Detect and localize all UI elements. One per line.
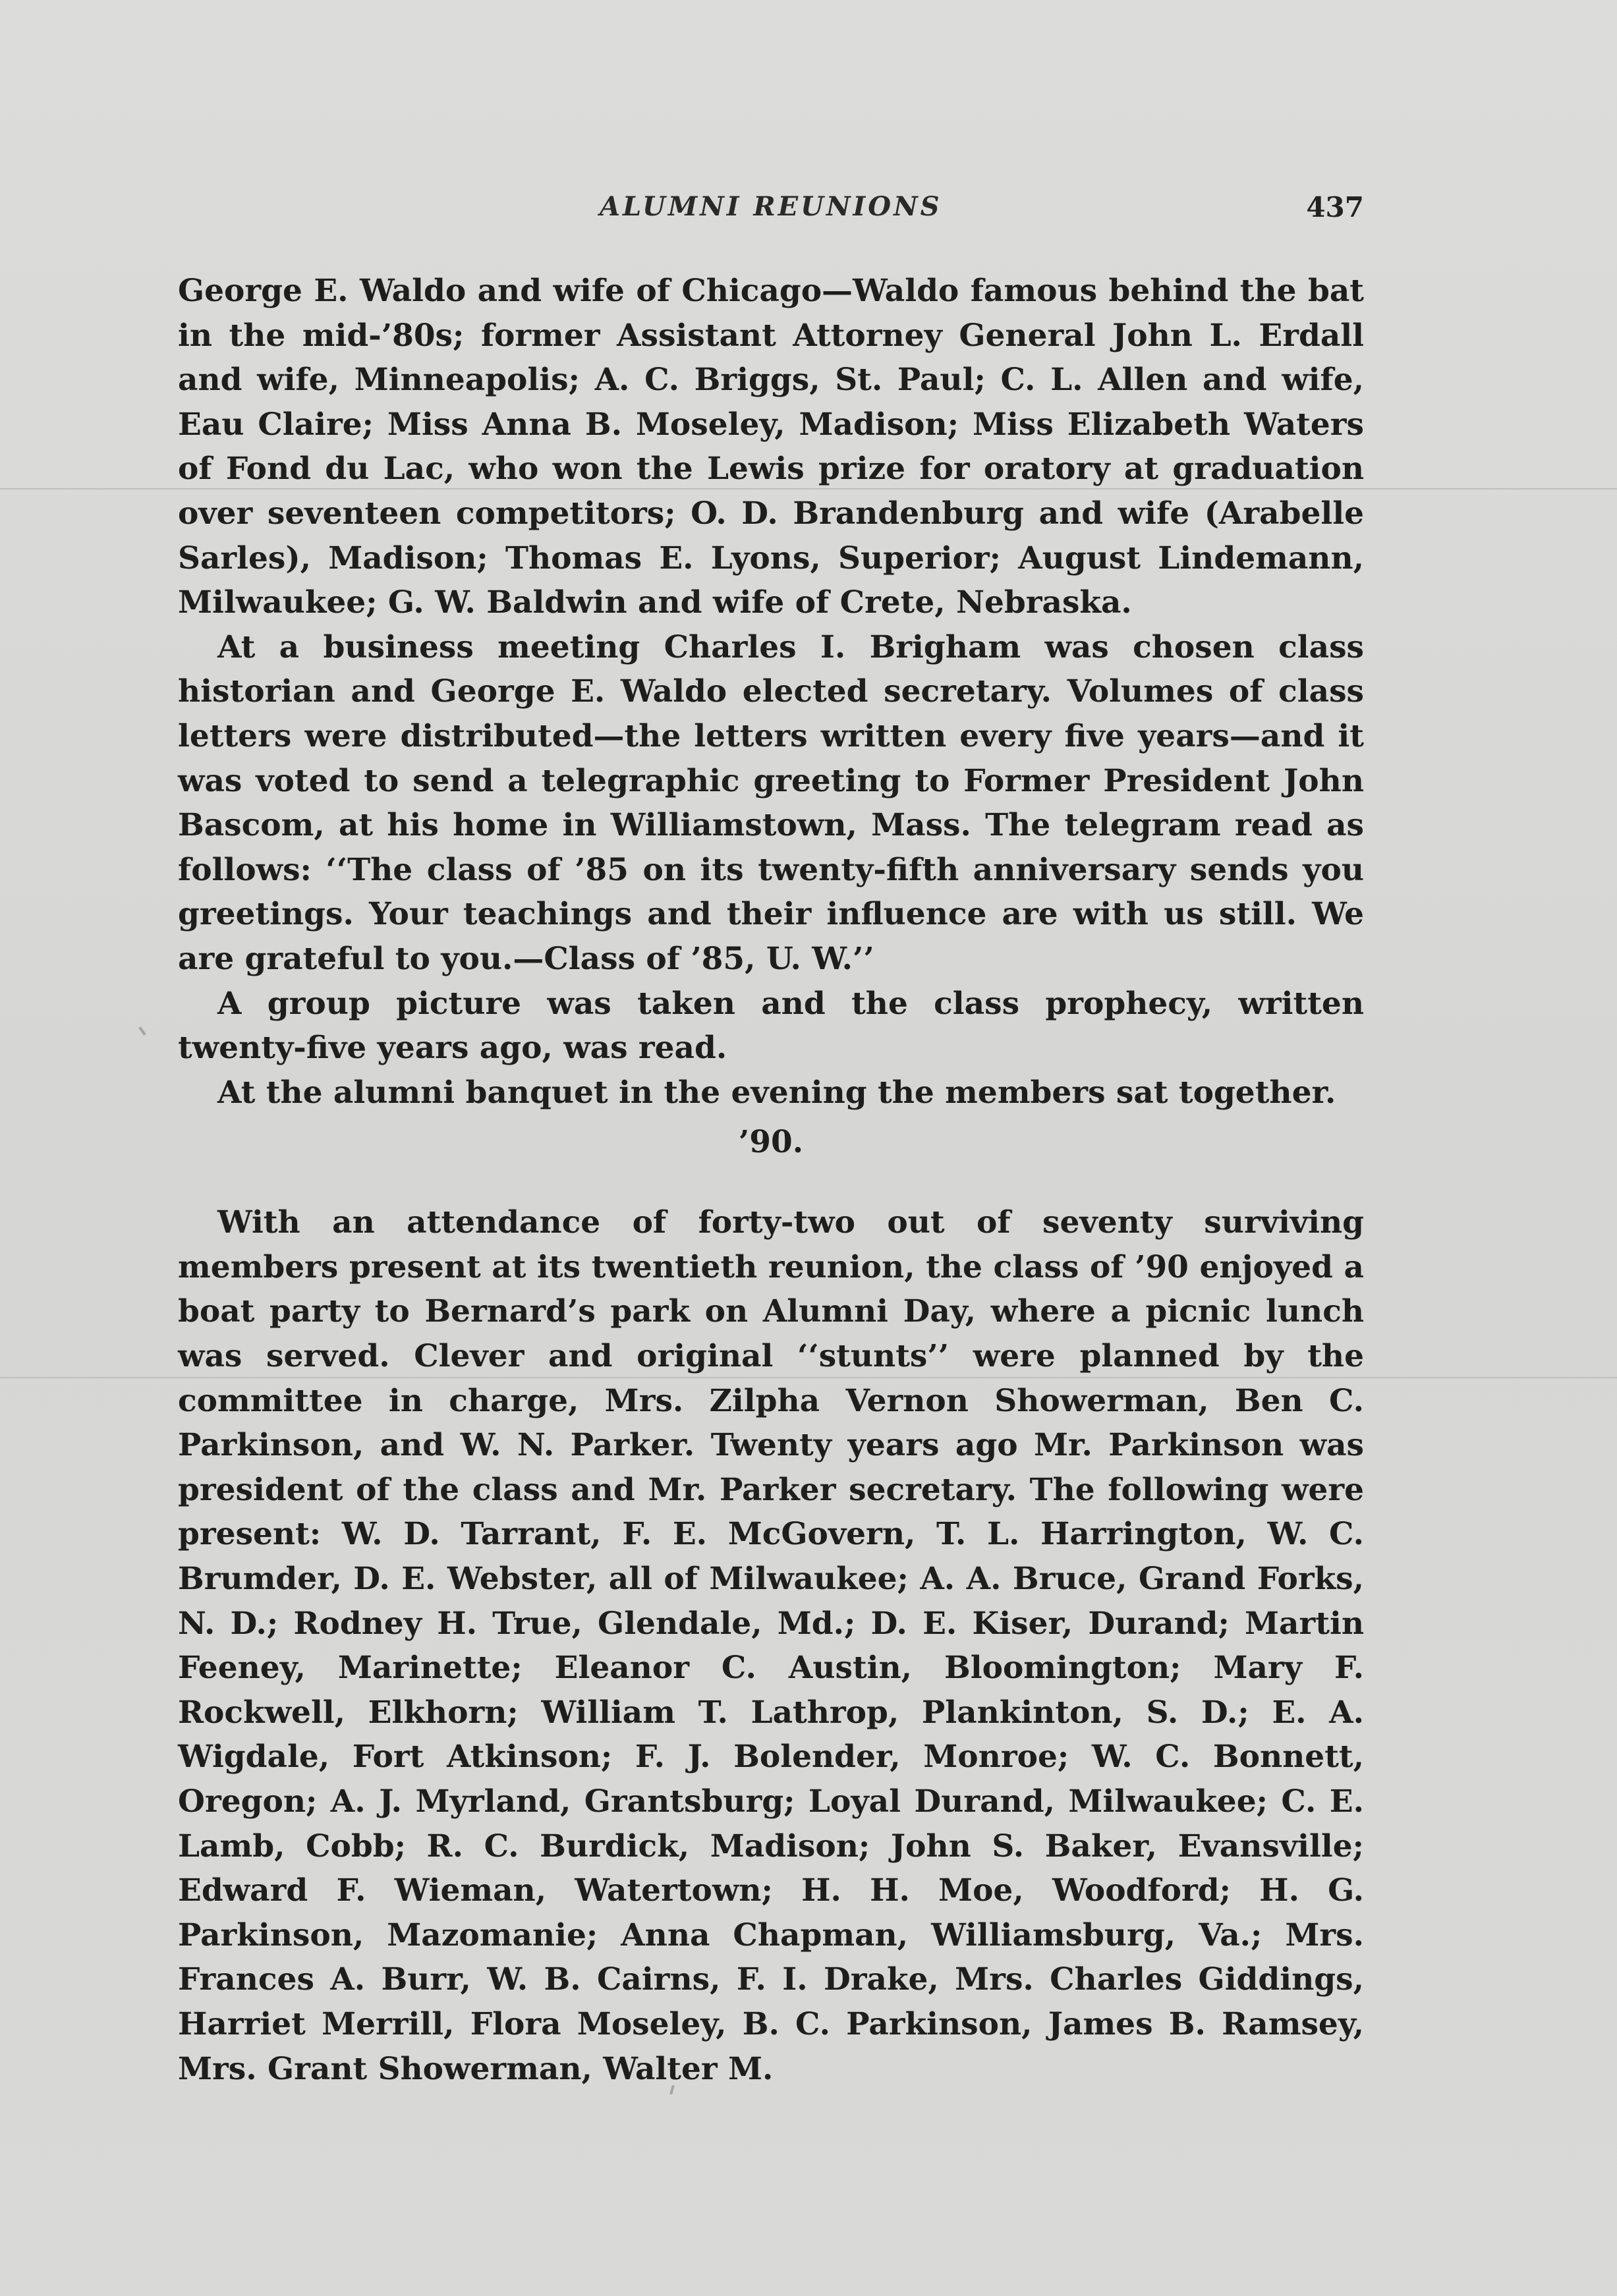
page-body bbox=[178, 269, 1364, 2091]
paragraph: At the alumni banquet in the evening the members sat together. bbox=[217, 1074, 1336, 1111]
section-heading: ’90. bbox=[738, 1124, 804, 1161]
paragraph: At a business meeting Charles I. Brigham was chosen class historian and George E. Waldo elected secretary. Volumes of class letters were distributed—the letters written every five years—and it was voted to send a telegraphic greeting to Former President John Bascom, at his home in Williamstown, Mass. The telegram read as follows: ‘‘The class of ’85 on its twenty-fifth anniversary sends you greetings. Your teachings and their influence are with us still. We are grateful to you.—Class of ’85, U. W.’’ bbox=[178, 629, 1364, 977]
paragraph: A group picture was taken and the class prophecy, written twenty-five years ago, was read. bbox=[178, 985, 1364, 1067]
paragraph: With an attendance of forty-two out of seventy surviving members present at its twentieth reunion, the class of ’90 enjoyed a boat party to Bernard’s park on Alumni Day, where a picnic lunch was served. Clever and original ‘‘stunts’’ were planned by the committee in charge, Mrs. Zilpha Vernon Showerman, Ben C. Parkinson, and W. N. Parker. Twenty years ago Mr. Parkinson was president of the class and Mr. Parker secretary. The following were present: W. D. Tarrant, F. E. McGovern, T. L. Harrington, W. C. Brumder, D. E. Webster, all of Milwaukee; A. A. Bruce, Grand Forks, N. D.; Rodney H. True, Glendale, Md.; D. E. Kiser, Durand; Martin Feeney, Marinette; Eleanor C. Austin, Bloomington; Mary F. Rockwell, Elkhorn; William T. Lathrop, Plankinton, S. D.; E. A. Wigdale, Fort Atkinson; F. J. Bolender, Monroe; W. C. Bonnett, Oregon; A. J. Myrland, Grantsburg; Loyal Durand, Milwaukee; C. E. Lamb, Cobb; R. C. Burdick, Madison; John S. Baker, Evansville; Edward F. Wieman, Watertown; H. H. Moe, Woodford; H. G. Parkinson, Mazomanie; Anna Chapman, Williamsburg, Va.; Mrs. Frances A. Burr, W. B. Cairns, F. I. Drake, Mrs. Charles Giddings, Harriet Merrill, Flora Moseley, B. C. Parkinson, James B. Ramsey, Mrs. Grant Showerman, Walter M. bbox=[178, 1204, 1364, 2087]
paragraph: George E. Waldo and wife of Chicago—Waldo famous behind the bat in the mid-’80s; former Assistant Attorney General John L. Erdall and wife, Minneapolis; A. C. Briggs, St. Paul; C. L. Allen and wife, Eau Claire; Miss Anna B. Moseley, Madison; Miss Elizabeth Waters of Fond du Lac, who won the Lewis prize for oratory at graduation over seventeen competitors; O. D. Brandenburg and wife (Arabelle Sarles), Madison; Thomas E. Lyons, Superior; August Lindemann, Milwaukee; G. W. Baldwin and wife of Crete, Nebraska. bbox=[178, 273, 1364, 621]
page-number: 437 bbox=[1306, 191, 1364, 223]
page-header bbox=[178, 191, 1364, 231]
running-title: ALUMNI REUNIONS bbox=[600, 191, 942, 222]
scan-speck bbox=[138, 1026, 146, 1036]
